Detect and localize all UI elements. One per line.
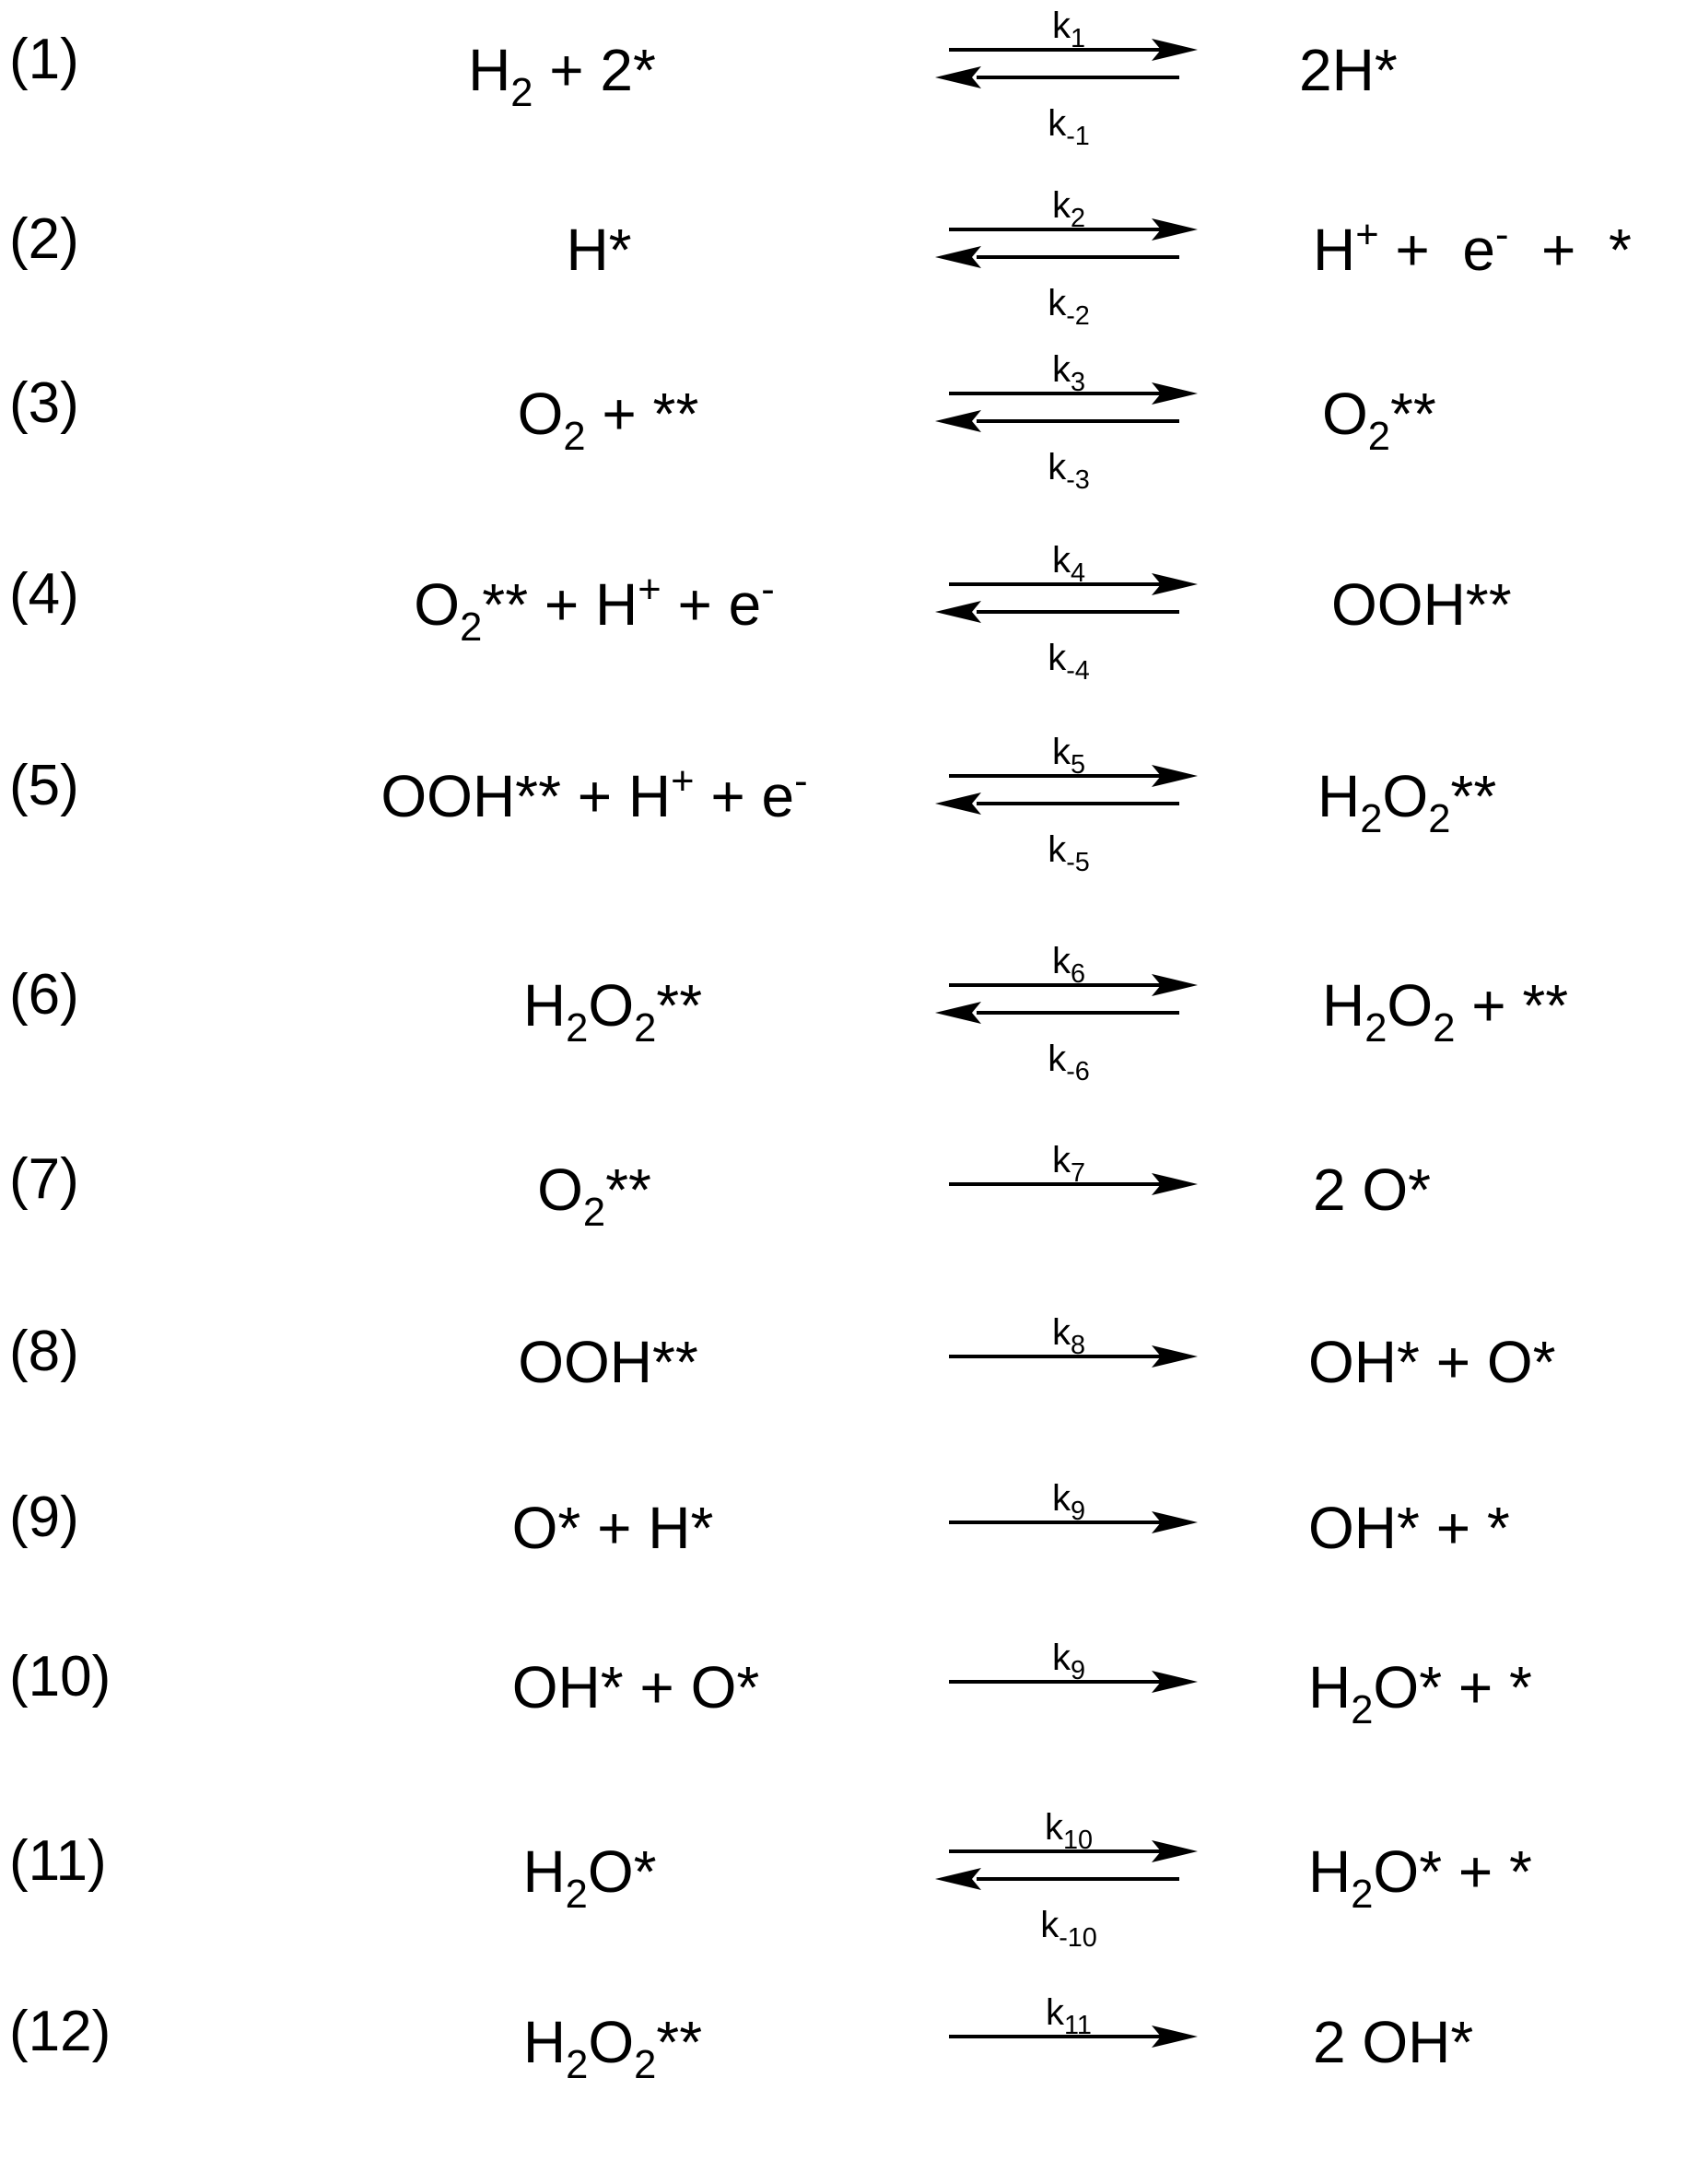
reaction-number: (8) (9, 1320, 79, 1383)
reverse-arrow-head (935, 246, 981, 268)
reactants: O* + H* (511, 1495, 714, 1561)
reactants: $H_2O*$ (522, 1838, 657, 1917)
products: 2 OH* (1313, 2009, 1474, 2075)
reaction-number: (12) (9, 2000, 111, 2063)
reaction-11 (0, 1807, 1686, 2014)
reactants: $H_2O_2**$ (522, 2009, 703, 2087)
reverse-rate-constant: $k_{-3}$ (1048, 447, 1090, 496)
equilibrium-arrow (931, 699, 1207, 855)
reactants: $O_2$ + ** (517, 381, 699, 459)
reaction-number: (7) (9, 1147, 79, 1211)
reverse-arrow-head (935, 793, 981, 815)
reaction-number: (5) (9, 754, 79, 817)
reverse-arrow-head (935, 601, 981, 623)
equilibrium-arrow (931, 0, 1207, 129)
forward-rate-constant: $k_7$ (1051, 1140, 1085, 1189)
equilibrium-arrow (931, 152, 1207, 309)
forward-arrow (931, 1092, 1207, 1249)
forward-arrow (931, 1944, 1207, 2101)
reaction-number: (1) (9, 28, 79, 91)
reverse-rate-constant: $k_{-5}$ (1048, 829, 1090, 878)
forward-rate-constant: $k_1$ (1051, 6, 1085, 54)
reverse-arrow-head (935, 410, 981, 432)
reactants: OH* + O* (511, 1654, 760, 1720)
reverse-arrow-head (935, 1868, 981, 1890)
equilibrium-arrow (931, 908, 1207, 1064)
reaction-5 (0, 732, 1686, 938)
forward-rate-constant: $k_3$ (1051, 349, 1085, 398)
reactants: $H_2 + 2*$ (468, 37, 656, 115)
products: $O_2**$ (1322, 381, 1436, 459)
reverse-rate-constant: $k_{-6}$ (1048, 1039, 1090, 1087)
products: $H_2O_2**$ (1317, 763, 1497, 841)
products: OH* + O* (1308, 1329, 1556, 1395)
reaction-2 (0, 185, 1686, 398)
products: $H_2O_2$ + ** (1322, 972, 1569, 1051)
forward-arrow (931, 1590, 1207, 1746)
reaction-number: (10) (9, 1645, 111, 1708)
forward-rate-constant: $k_2$ (1051, 185, 1085, 234)
forward-rate-constant: $k_{10}$ (1044, 1807, 1094, 1856)
forward-rate-constant: $k_9$ (1051, 1478, 1085, 1527)
reaction-number: (9) (9, 1485, 79, 1549)
reactants: OOH** + H+ + e- (381, 759, 808, 829)
reaction-4 (0, 540, 1686, 746)
reaction-10 (0, 1638, 1686, 1829)
reverse-arrow-head (935, 66, 981, 88)
products: 2H* (1299, 37, 1398, 103)
reaction-9 (0, 1478, 1686, 1670)
equilibrium-arrow (931, 1774, 1207, 1931)
forward-rate-constant: $k_9$ (1051, 1638, 1085, 1686)
reaction-12 (0, 1992, 1686, 2184)
reverse-rate-constant: $k_{-10}$ (1040, 1905, 1097, 1954)
equilibrium-arrow (931, 316, 1207, 473)
reverse-rate-constant: $k_{-1}$ (1048, 103, 1090, 152)
reaction-8 (0, 1312, 1686, 1504)
reaction-7 (0, 1140, 1686, 1332)
products: H+ + e- + * (1313, 213, 1632, 283)
forward-rate-constant: $k_6$ (1051, 941, 1085, 990)
reaction-number: (11) (9, 1829, 107, 1893)
reverse-rate-constant: $k_{-4}$ (1048, 638, 1090, 687)
reaction-number: (2) (9, 207, 79, 271)
reactants: $O_2** + H^+ + e^-$ (414, 568, 775, 650)
reactants: $H_2O_2**$ (522, 972, 703, 1051)
forward-arrow (931, 1264, 1207, 1421)
equilibrium-arrow (931, 507, 1207, 663)
reverse-rate-constant: $k_{-2}$ (1048, 283, 1090, 332)
reaction-number: (6) (9, 963, 79, 1027)
products: 2 O* (1313, 1157, 1432, 1223)
reaction-number: (4) (9, 562, 79, 626)
reaction-6 (0, 941, 1686, 1147)
reactants: $O_2**$ (537, 1157, 651, 1235)
products: OOH** (1331, 571, 1512, 638)
forward-arrow (931, 1430, 1207, 1587)
forward-rate-constant: $k_4$ (1051, 540, 1085, 589)
reactants: H* (566, 217, 632, 283)
reverse-arrow-head (935, 1002, 981, 1024)
products: $H_2O*$ + * (1308, 1838, 1532, 1917)
forward-rate-constant: $k_5$ (1051, 732, 1085, 781)
reaction-1 (0, 6, 1686, 212)
forward-rate-constant: $k_8$ (1051, 1312, 1085, 1361)
reaction-3 (0, 349, 1686, 556)
reactants: OOH** (518, 1329, 698, 1395)
products: $H_2O*$ + * (1308, 1654, 1532, 1732)
forward-rate-constant: $k_{11}$ (1046, 1992, 1092, 2041)
products: OH* + * (1308, 1495, 1510, 1561)
reaction-number: (3) (9, 371, 79, 435)
